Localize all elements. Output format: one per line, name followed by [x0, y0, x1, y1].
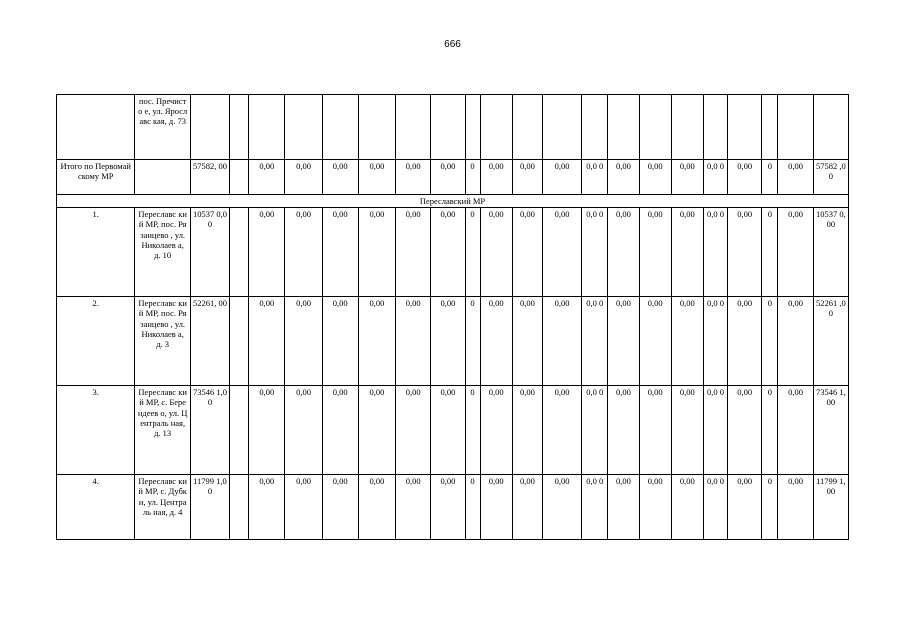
value-cell: 0	[465, 208, 480, 297]
value-cell	[230, 208, 249, 297]
value-cell: 0,00	[431, 160, 465, 195]
value-cell: 0,00	[512, 208, 542, 297]
value-cell: 0,00	[285, 386, 322, 475]
value-cell: 0,0 0	[582, 297, 608, 386]
value-cell: 0,00	[728, 386, 762, 475]
value-cell: 0,00	[285, 208, 322, 297]
value-cell: 0,00	[322, 208, 358, 297]
value-cell: 52261, 00	[190, 297, 229, 386]
value-cell: 0	[762, 160, 778, 195]
value-cell	[230, 297, 249, 386]
value-cell: 0,00	[542, 208, 581, 297]
value-cell: 0,00	[431, 208, 465, 297]
table-row	[57, 208, 849, 297]
value-cell	[230, 160, 249, 195]
value-cell: 0,00	[512, 386, 542, 475]
value-cell: 10537 0,00	[190, 208, 229, 297]
value-cell: 11799 1,00	[190, 475, 229, 540]
value-cell: 0,00	[358, 475, 395, 540]
section-title: Переславский МР	[57, 195, 849, 208]
value-cell	[322, 95, 358, 160]
value-cell: 0,00	[671, 208, 703, 297]
value-cell	[762, 95, 778, 160]
value-cell: 0,00	[322, 475, 358, 540]
value-cell: 0	[762, 475, 778, 540]
table-row	[57, 297, 849, 386]
value-cell: 0,00	[512, 475, 542, 540]
value-cell	[582, 95, 608, 160]
value-cell	[639, 95, 671, 160]
value-cell: 0,00	[671, 297, 703, 386]
value-cell: 0,00	[778, 208, 813, 297]
row-number-cell: Итого по Первомайскому МР	[57, 160, 135, 195]
table-body	[57, 95, 849, 540]
total-row	[57, 160, 849, 195]
value-cell	[703, 95, 727, 160]
value-cell: 0,0 0	[703, 297, 727, 386]
value-cell: 57582 ,00	[813, 160, 848, 195]
value-cell: 0,00	[608, 208, 639, 297]
value-cell: 0,00	[778, 297, 813, 386]
value-cell: 0	[762, 297, 778, 386]
value-cell	[813, 95, 848, 160]
value-cell: 0,00	[396, 297, 431, 386]
value-cell: 0	[465, 297, 480, 386]
value-cell	[778, 95, 813, 160]
value-cell: 0,00	[358, 208, 395, 297]
value-cell: 0,00	[249, 208, 285, 297]
address-cell	[135, 160, 190, 195]
address-cell: Переславс кий МР, с. Берендеев о, ул. Централь ная, д. 13	[135, 386, 190, 475]
value-cell	[396, 95, 431, 160]
value-cell: 0	[465, 475, 480, 540]
value-cell: 0,00	[431, 386, 465, 475]
value-cell	[728, 95, 762, 160]
section-row	[57, 195, 849, 208]
value-cell: 57582, 00	[190, 160, 229, 195]
value-cell: 73546 1,00	[813, 386, 848, 475]
value-cell: 0	[465, 386, 480, 475]
value-cell	[671, 95, 703, 160]
value-cell: 0,00	[608, 160, 639, 195]
value-cell: 0	[762, 208, 778, 297]
value-cell: 0,00	[778, 386, 813, 475]
row-number-cell: 1.	[57, 208, 135, 297]
value-cell: 0	[465, 160, 480, 195]
value-cell	[230, 95, 249, 160]
value-cell: 0,00	[728, 475, 762, 540]
value-cell: 0,00	[671, 475, 703, 540]
value-cell: 0,0 0	[582, 208, 608, 297]
value-cell: 0,00	[322, 297, 358, 386]
row-number-cell: 3.	[57, 386, 135, 475]
value-cell: 0,00	[480, 208, 512, 297]
value-cell: 0,00	[249, 475, 285, 540]
value-cell: 0,0 0	[582, 160, 608, 195]
value-cell: 73546 1,00	[190, 386, 229, 475]
value-cell	[542, 95, 581, 160]
value-cell	[230, 475, 249, 540]
value-cell: 0,0 0	[703, 208, 727, 297]
value-cell: 0,00	[728, 208, 762, 297]
value-cell: 0,00	[396, 475, 431, 540]
value-cell	[358, 95, 395, 160]
value-cell: 0,00	[396, 386, 431, 475]
value-cell: 0,00	[431, 475, 465, 540]
value-cell: 0,00	[249, 297, 285, 386]
value-cell: 0,00	[728, 297, 762, 386]
value-cell: 0,00	[639, 386, 671, 475]
value-cell: 0,00	[285, 475, 322, 540]
address-cell: Переславс кий МР, пос. Рязанцево , ул. Николаев а, д. 10	[135, 208, 190, 297]
value-cell: 0,00	[512, 160, 542, 195]
value-cell: 0,00	[285, 297, 322, 386]
data-table	[56, 94, 849, 540]
value-cell	[249, 95, 285, 160]
value-cell: 0,00	[778, 160, 813, 195]
address-cell: пос. Пречисто е, ул. Ярославс кая, д. 73	[135, 95, 190, 160]
table-row	[57, 475, 849, 540]
value-cell: 0,00	[322, 160, 358, 195]
value-cell: 0,00	[728, 160, 762, 195]
value-cell: 0,00	[608, 386, 639, 475]
value-cell: 0	[762, 386, 778, 475]
value-cell: 0,00	[358, 160, 395, 195]
value-cell: 52261 ,00	[813, 297, 848, 386]
value-cell: 0,00	[608, 297, 639, 386]
value-cell: 0,00	[480, 297, 512, 386]
value-cell: 0,0 0	[582, 475, 608, 540]
value-cell: 0,00	[542, 160, 581, 195]
value-cell: 10537 0,00	[813, 208, 848, 297]
value-cell: 0,00	[639, 160, 671, 195]
value-cell: 0,00	[512, 297, 542, 386]
value-cell: 0,00	[671, 386, 703, 475]
value-cell	[285, 95, 322, 160]
value-cell: 0,00	[639, 208, 671, 297]
value-cell	[465, 95, 480, 160]
value-cell	[431, 95, 465, 160]
value-cell: 11799 1,00	[813, 475, 848, 540]
value-cell	[608, 95, 639, 160]
value-cell: 0,00	[358, 297, 395, 386]
row-number-cell	[57, 95, 135, 160]
value-cell: 0,0 0	[703, 160, 727, 195]
value-cell: 0,00	[671, 160, 703, 195]
value-cell: 0,00	[639, 297, 671, 386]
value-cell: 0,00	[639, 475, 671, 540]
page-number: 666	[444, 39, 461, 50]
value-cell: 0,0 0	[703, 386, 727, 475]
value-cell: 0,00	[480, 160, 512, 195]
table-row	[57, 386, 849, 475]
value-cell: 0,00	[608, 475, 639, 540]
value-cell: 0,00	[396, 208, 431, 297]
row-number-cell: 4.	[57, 475, 135, 540]
value-cell: 0,00	[542, 386, 581, 475]
value-cell: 0,00	[322, 386, 358, 475]
value-cell: 0,00	[542, 475, 581, 540]
address-cell: Переславс кий МР, пос. Рязанцево , ул. Николаев а, д. 3	[135, 297, 190, 386]
value-cell: 0,00	[480, 475, 512, 540]
address-cell: Переславс кий МР, с. Дубки, ул. Централь ная, д. 4	[135, 475, 190, 540]
row-number-cell: 2.	[57, 297, 135, 386]
value-cell	[190, 95, 229, 160]
value-cell: 0,00	[542, 297, 581, 386]
value-cell	[230, 386, 249, 475]
table-row	[57, 95, 849, 160]
value-cell: 0,00	[778, 475, 813, 540]
value-cell: 0,0 0	[582, 386, 608, 475]
value-cell: 0,0 0	[703, 475, 727, 540]
value-cell: 0,00	[396, 160, 431, 195]
value-cell: 0,00	[431, 297, 465, 386]
value-cell: 0,00	[249, 386, 285, 475]
value-cell	[480, 95, 512, 160]
value-cell: 0,00	[358, 386, 395, 475]
value-cell	[512, 95, 542, 160]
value-cell: 0,00	[249, 160, 285, 195]
value-cell: 0,00	[480, 386, 512, 475]
value-cell: 0,00	[285, 160, 322, 195]
